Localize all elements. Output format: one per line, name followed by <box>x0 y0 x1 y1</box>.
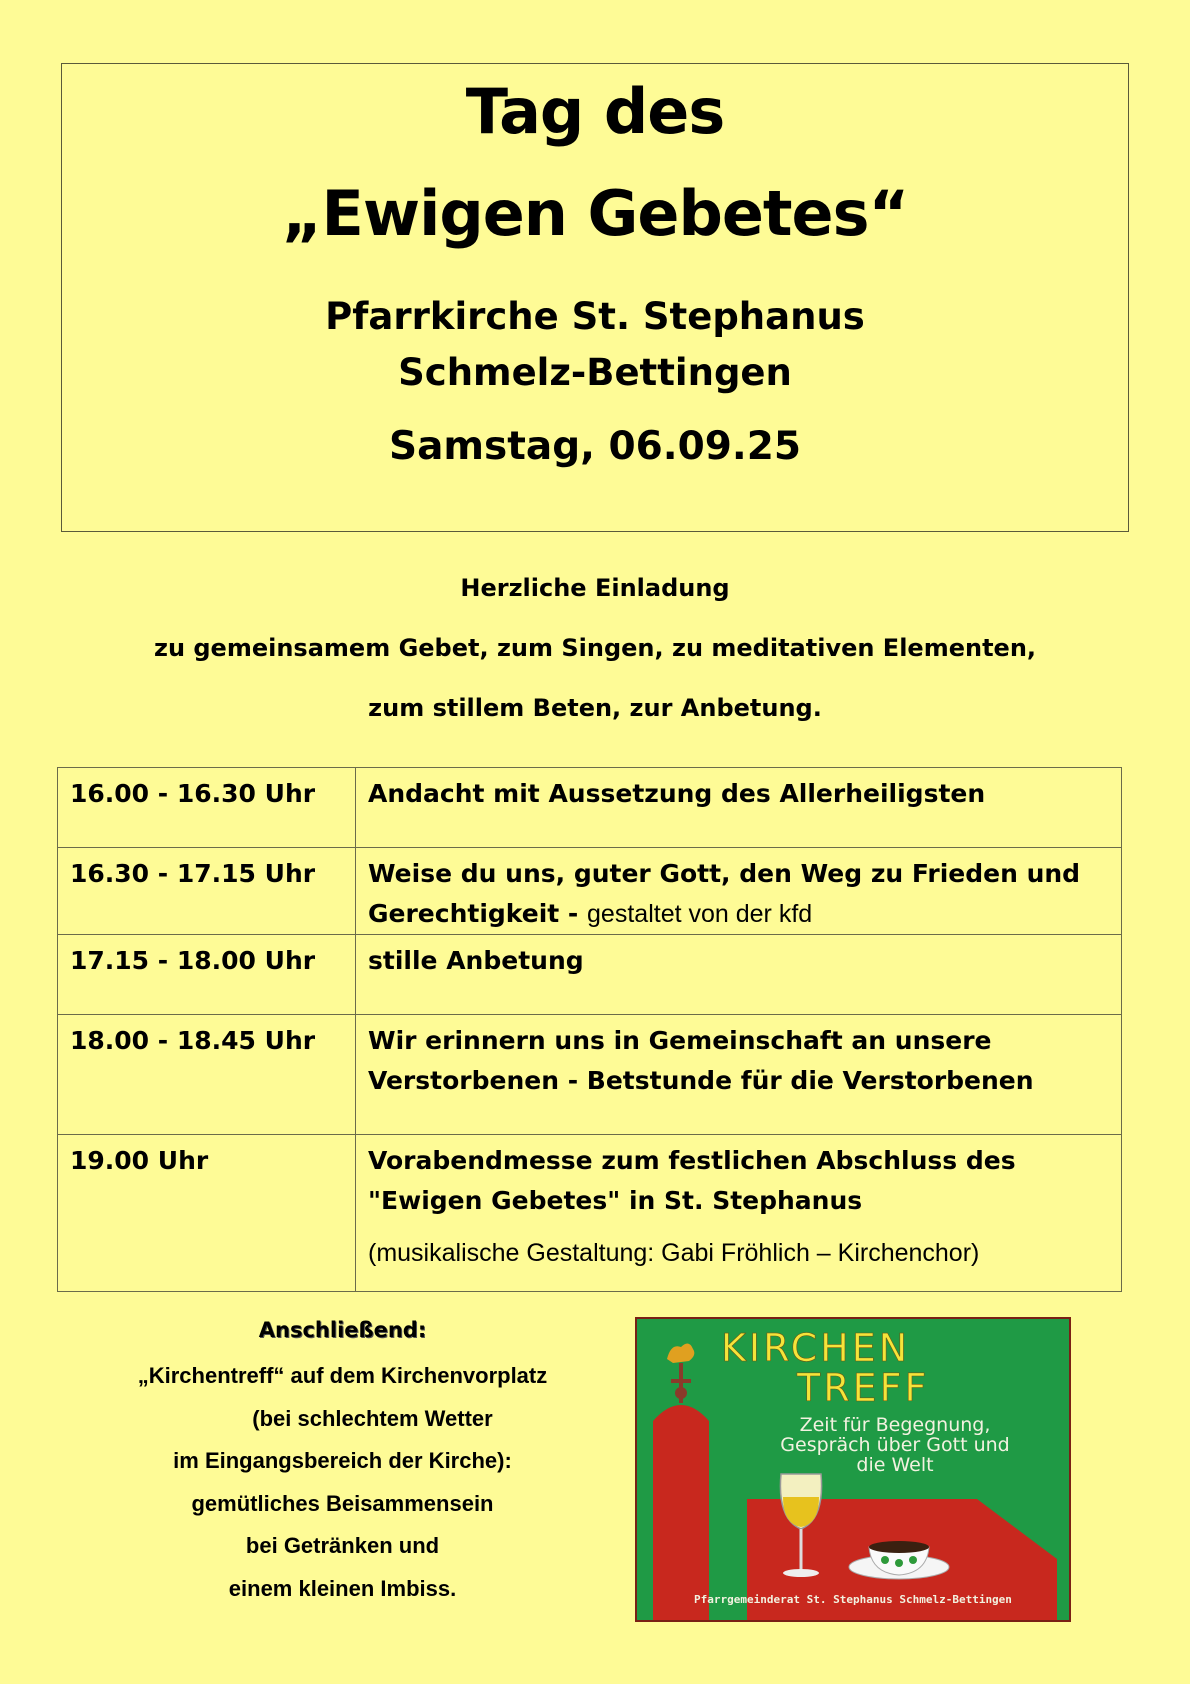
schedule-table <box>57 767 1122 1292</box>
poster-subtitle-line3: die Welt <box>856 1454 934 1476</box>
invitation-line2: zu gemeinsamem Gebet, zum Singen, zu meditativen Elementen, <box>153 634 1037 662</box>
schedule-time: 18.00 - 18.45 Uhr <box>58 1015 356 1135</box>
schedule-title <box>356 935 1122 1015</box>
tower-ball <box>675 1387 687 1399</box>
afterwards-line: bei Getränken und <box>245 1533 440 1558</box>
schedule-title-text: stille Anbetung <box>368 946 584 975</box>
glass-foot <box>783 1569 819 1577</box>
schedule-note: gestaltet von der kfd <box>587 900 813 928</box>
cup-dot <box>909 1556 917 1564</box>
schedule-time: 17.15 - 18.00 Uhr <box>58 935 356 1015</box>
schedule-title-text: Vorabendmesse zum festlichen Abschluss des "Ewigen Gebetes" in St. Stephanus <box>368 1146 1016 1215</box>
poster-subtitle-line1: Zeit für Begegnung, <box>799 1414 991 1436</box>
header-box <box>61 63 1129 532</box>
schedule-title <box>356 848 1122 935</box>
church-line1: Pfarrkirche St. Stephanus <box>325 295 865 338</box>
church-name <box>62 289 1128 401</box>
coffee <box>869 1541 929 1553</box>
afterwards-line: einem kleinen Imbiss. <box>228 1575 457 1601</box>
poster-artwork <box>637 1319 1069 1620</box>
afterwards-heading: Anschließend: <box>258 1318 427 1342</box>
page-title-line1: Tag des <box>465 75 725 148</box>
table-row <box>58 848 1122 935</box>
kirchentreff-poster <box>635 1317 1071 1622</box>
event-date: Samstag, 06.09.25 <box>389 424 801 469</box>
poster-subtitle-line2: Gespräch über Gott und <box>780 1434 1010 1456</box>
schedule-title <box>356 1135 1122 1292</box>
table-row <box>58 935 1122 1015</box>
invitation-line1: Herzliche Einladung <box>460 574 730 602</box>
weathercock-icon <box>667 1343 694 1363</box>
schedule-title-text: Wir erinnern uns in Gemeinschaft an unsere Verstorbenen - Betstunde für die Verstorbenen <box>368 1026 1034 1095</box>
schedule-note: (musikalische Gestaltung: Gabi Fröhlich – Kirchenchor) <box>368 1239 980 1267</box>
church-tower-icon <box>653 1405 709 1620</box>
table-row <box>58 768 1122 848</box>
invitation-line3: zum stillem Beten, zur Anbetung. <box>368 694 822 722</box>
church-line2: Schmelz-Bettingen <box>398 351 792 394</box>
schedule-title-text: Weise du uns, guter Gott, den Weg zu Frieden und Gerechtigkeit - <box>368 859 1081 928</box>
schedule-time: 16.00 - 16.30 Uhr <box>58 768 356 848</box>
poster-title-line2: TREFF <box>797 1366 930 1410</box>
schedule-time: 16.30 - 17.15 Uhr <box>58 848 356 935</box>
schedule-time: 19.00 Uhr <box>58 1135 356 1292</box>
poster-footer: Pfarrgemeinderat St. Stephanus Schmelz-Bettingen <box>694 1593 1012 1606</box>
afterwards-line: „Kirchentreff“ auf dem Kirchenvorplatz <box>137 1363 548 1388</box>
cup-dot <box>881 1556 889 1564</box>
page-title-line2: „Ewigen Gebetes“ <box>281 177 909 250</box>
table-row <box>58 1135 1122 1292</box>
afterwards-line: gemütliches Beisammensein <box>191 1490 494 1516</box>
afterwards-line: im Eingangsbereich der Kirche): <box>173 1448 512 1473</box>
cup-dot <box>895 1559 903 1567</box>
poster-title-line1: KIRCHEN <box>721 1326 911 1370</box>
table-row <box>58 1015 1122 1135</box>
afterwards-line: (bei schlechtem Wetter <box>252 1405 493 1431</box>
schedule-title <box>356 768 1122 848</box>
afterwards-text <box>80 1355 605 1610</box>
schedule-title-text: Andacht mit Aussetzung des Allerheiligsten <box>368 779 986 808</box>
schedule-title <box>356 1015 1122 1135</box>
